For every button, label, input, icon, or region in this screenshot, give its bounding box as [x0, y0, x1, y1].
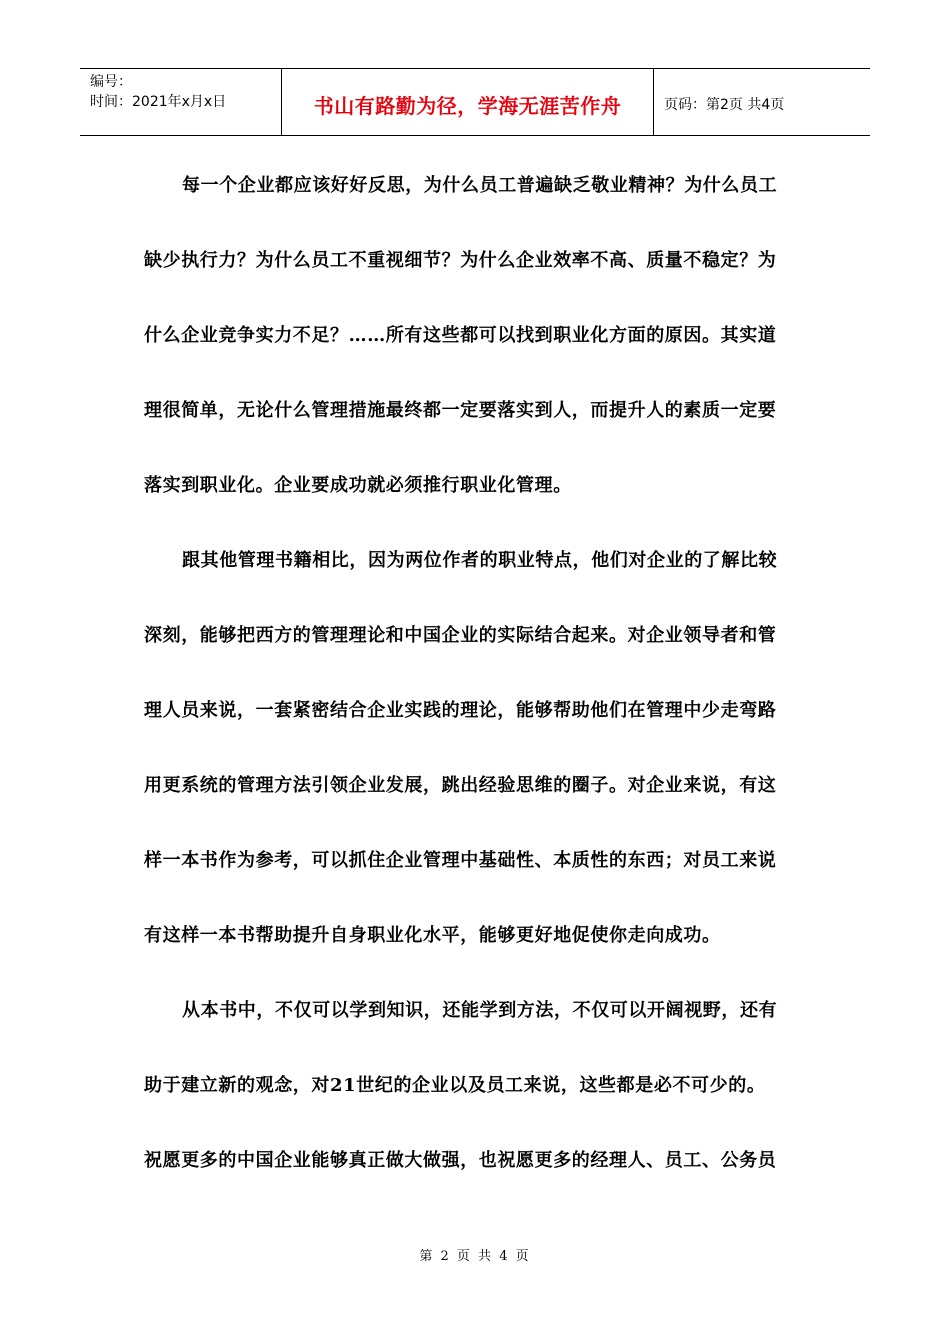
page-info: 页码：第2页 共4页 — [664, 97, 785, 113]
header-meta-cell — [80, 69, 282, 135]
text-line: 深刻，能够把西方的管理理论和中国企业的实际结合起来。对企业领导者和管 — [144, 625, 777, 646]
number-label: 编号： — [90, 74, 132, 90]
header-page-cell — [654, 69, 870, 135]
date-label: 时间：2021年x月x日 — [90, 94, 227, 110]
text-line: 用更系统的管理方法引领企业发展，跳出经验思维的圈子。对企业来说，有这 — [144, 775, 777, 796]
page-footer: 第 2 页 共 4 页 — [419, 1249, 531, 1264]
paragraph — [144, 523, 808, 973]
document-body — [144, 148, 808, 1198]
text-line: 有这样一本书帮助提升自身职业化水平，能够更好地促使你走向成功。 — [144, 925, 721, 946]
header-motto-cell — [282, 69, 654, 135]
text-line: 什么企业竞争实力不足？……所有这些都可以找到职业化方面的原因。其实道 — [144, 325, 777, 346]
text-line: 祝愿更多的中国企业能够真正做大做强，也祝愿更多的经理人、员工、公务员 — [144, 1150, 777, 1171]
text-line: 缺少执行力？为什么员工不重视细节？为什么企业效率不高、质量不稳定？为 — [144, 250, 777, 271]
text-line: 落实到职业化。企业要成功就必须推行职业化管理。 — [144, 475, 572, 496]
text-line: 理很简单，无论什么管理措施最终都一定要落实到人，而提升人的素质一定要 — [144, 400, 777, 421]
text-line: 助于建立新的观念，对21世纪的企业以及员工来说，这些都是必不可少的。 — [144, 1075, 766, 1096]
motto-text: 书山有路勤为径，学海无涯苦作舟 — [313, 93, 622, 118]
text-line: 从本书中，不仅可以学到知识，还能学到方法，不仅可以开阔视野，还有 — [182, 1000, 778, 1021]
paragraph — [144, 973, 808, 1198]
text-line: 样一本书作为参考，可以抓住企业管理中基础性、本质性的东西；对员工来说 — [144, 850, 777, 871]
paragraph — [144, 148, 808, 523]
text-line: 跟其他管理书籍相比，因为两位作者的职业特点，他们对企业的了解比较 — [182, 550, 778, 571]
text-line: 每一个企业都应该好好反思，为什么员工普遍缺乏敬业精神？为什么员工 — [182, 175, 778, 196]
text-line: 理人员来说，一套紧密结合企业实践的理论，能够帮助他们在管理中少走弯路 — [144, 700, 777, 721]
document-header — [80, 68, 870, 136]
